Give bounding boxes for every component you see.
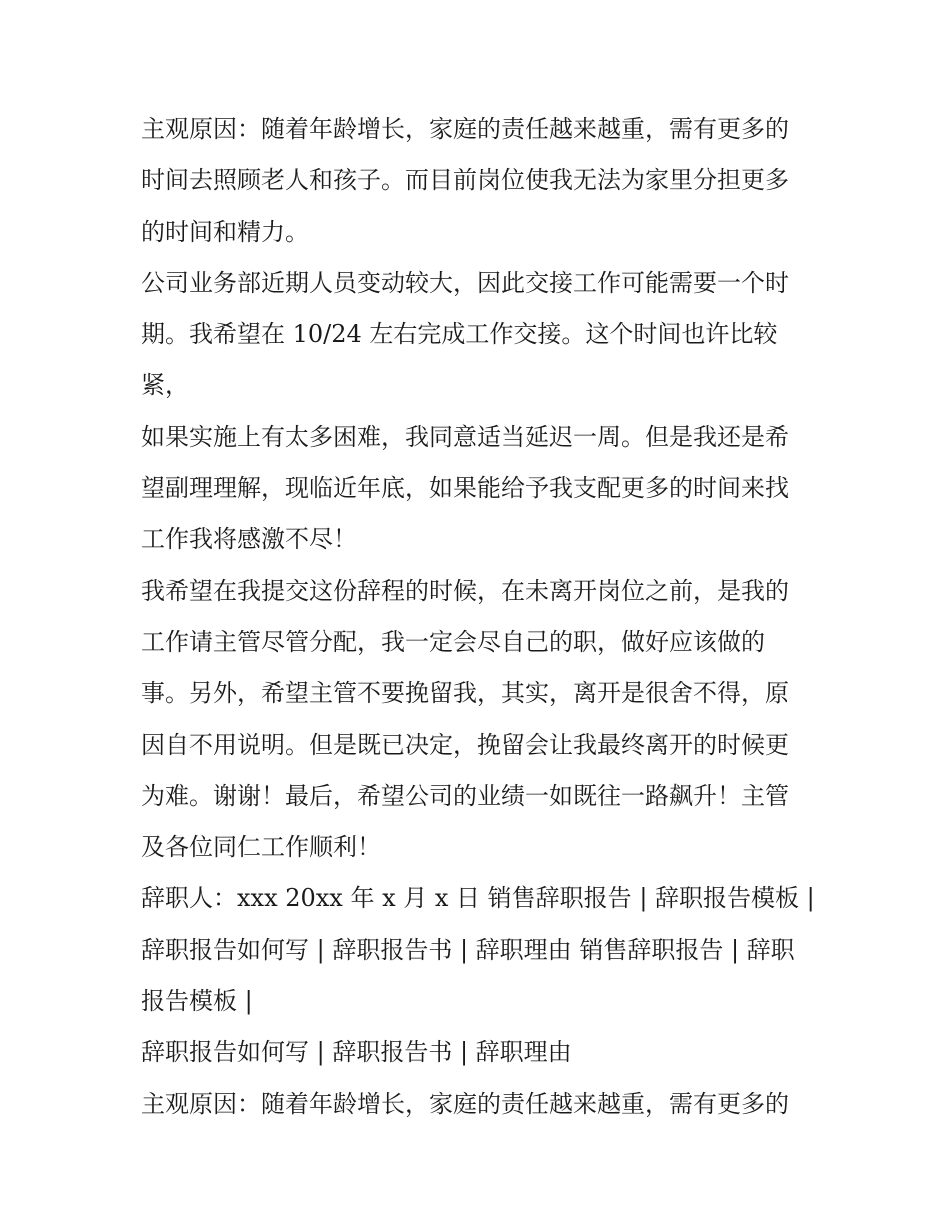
text-line: 为难。谢谢！最后，希望公司的业绩一如既往一路飙升！主管 — [141, 781, 789, 810]
text-line: 工作请主管尽管分配，我一定会尽自己的职，做好应该做的 — [141, 627, 765, 656]
links-line: 辞职报告如何写 | 辞职报告书 | 辞职理由 — [141, 1038, 572, 1067]
links-line: 报告模板 | — [141, 987, 253, 1016]
text-line: 的时间和精力。 — [141, 217, 309, 246]
text-line: 因自不用说明。但是既已决定，挽留会让我最终离开的时候更 — [141, 730, 789, 759]
text-line: 事。另外，希望主管不要挽留我，其实，离开是很舍不得，原 — [141, 679, 789, 708]
text-line: 望副理理解，现临近年底，如果能给予我支配更多的时间来找 — [141, 474, 789, 503]
links-line: 辞职报告如何写 | 辞职报告书 | 辞职理由 销售辞职报告 | 辞职 — [141, 935, 795, 964]
text-line: 紧， — [141, 371, 189, 400]
text-line: 期。我希望在 10/24 左右完成工作交接。这个时间也许比较 — [141, 320, 778, 349]
text-line: 工作我将感激不尽！ — [141, 525, 357, 554]
text-line: 时间去照顾老人和孩子。而目前岗位使我无法为家里分担更多 — [141, 166, 789, 195]
signature-and-links-line: 辞职人：xxx 20xx 年 x 月 x 日 销售辞职报告 | 辞职报告模板 | — [141, 884, 815, 913]
document-body — [141, 104, 821, 1130]
text-line: 及各位同仁工作顺利！ — [141, 833, 381, 862]
text-line: 主观原因：随着年龄增长，家庭的责任越来越重，需有更多的 — [141, 115, 789, 143]
text-line: 主观原因：随着年龄增长，家庭的责任越来越重，需有更多的 — [141, 1089, 789, 1118]
text-line: 公司业务部近期人员变动较大，因此交接工作可能需要一个时 — [141, 268, 789, 297]
text-line: 如果实施上有太多困难，我同意适当延迟一周。但是我还是希 — [141, 422, 789, 451]
text-line: 我希望在我提交这份辞程的时候，在未离开岗位之前，是我的 — [141, 576, 789, 605]
